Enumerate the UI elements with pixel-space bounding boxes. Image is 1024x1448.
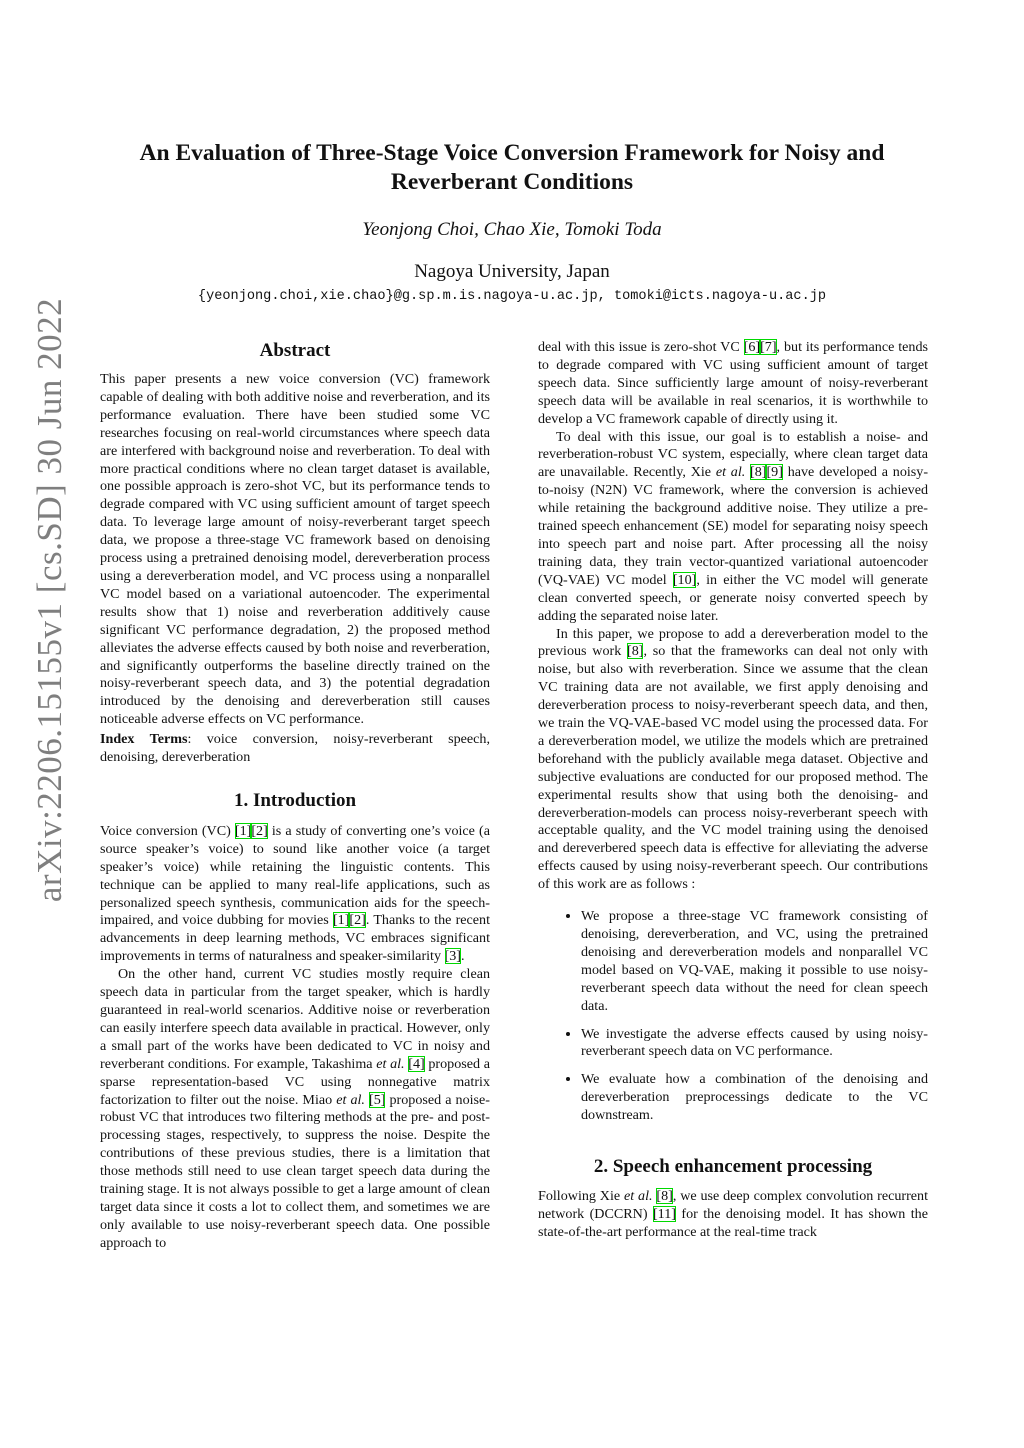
- citation-link[interactable]: [2]: [251, 822, 268, 839]
- citation-link[interactable]: [1]: [234, 822, 252, 839]
- text-run: , but its performance tends to degrade compared with VC using sufficient amount of target speech data. Since sufficiently large amount of noisy-reverberant speech data will be available in real scenarios, it is worthwhile to develop a VC framework capable of directly using it.: [538, 339, 928, 427]
- intro-paragraph-4: [538, 429, 928, 626]
- citation-link[interactable]: [3]: [444, 948, 461, 965]
- et-al: et al.: [376, 1055, 405, 1072]
- intro-paragraph-3: [538, 339, 928, 429]
- text-run: To deal with this issue, our goal is to establish a noise- and reverberation-robust VC system, especially, where clean target data are unavailable. Recently, Xie: [538, 428, 928, 481]
- list-item: • We evaluate how a combination of the denoising and dereverberation preprocessings dedicate to the VC downstream.: [581, 1070, 928, 1125]
- intro-paragraph-5: [538, 626, 928, 895]
- citation-link[interactable]: [9]: [766, 464, 783, 481]
- index-terms: [100, 731, 490, 767]
- citation-link[interactable]: [5]: [369, 1091, 386, 1108]
- right-column: [538, 339, 928, 1242]
- text-run: proposed a noise-robust VC that introduces two filtering methods at the pre- and post-processing stages, respectively, to suppress the noise. Despite the contributions of these previous studies, there is a limitation that those methods still need to use clean target speech data during the training stage. It is not always possible to get a large amount of clean target data since it costs a lot to collect them, and sometimes we are only available to use noisy-reverberant speech data. One possible approach to: [100, 1091, 490, 1251]
- citation-link[interactable]: [8]: [750, 464, 767, 481]
- et-al: et al.: [715, 464, 746, 481]
- citation-link[interactable]: [4]: [408, 1055, 425, 1072]
- list-item: • We investigate the adverse effects caused by using noisy-reverberant speech data on VC performance.: [581, 1025, 928, 1062]
- citation-link[interactable]: [11]: [652, 1205, 676, 1222]
- intro-paragraph-2: [100, 966, 490, 1253]
- text-run: , so that the frameworks can deal not only with noise, but also with reverberation. Since we assume that the clean VC training data are not available, we first apply denoising and dereverberation process to noisy-reverberant speech data, and then, we train the VQ-VAE-based VC model using the processed data. For a dereverberation model, we utilize the models which are pretrained beforehand with the publicly available mega dataset. Objective and subjective evaluations are conducted for our proposed method. The experimental results show that using both the denoising- and dereverberation-models can process noisy-reverberant speech with acceptable quality, and the VC model training using the denoised and dereverbered speech data is effective for alleviating the adverse effects caused by using noisy-reverberant speech. Our contributions of this work are as follows :: [538, 643, 928, 893]
- citation-link[interactable]: [2]: [349, 912, 366, 929]
- text-run: Voice conversion (VC): [100, 822, 235, 839]
- index-terms-label: Index Terms: [100, 731, 188, 748]
- text-run: Following Xie: [538, 1188, 625, 1205]
- contributions-list: [538, 907, 928, 1125]
- citation-link[interactable]: [10]: [672, 571, 697, 588]
- abstract-heading: Abstract: [259, 340, 331, 361]
- text-run: is a study of converting one’s voice (a source speaker’s voice) to sound like another voice (a target speaker’s voice) while retaining the linguistic contents. This technique can be applied to many real-life applications, such as personalized speech synthesis, communication aids for the speech-impaired, and voice dubbing for movies: [100, 822, 490, 929]
- section-2-heading: 2. Speech enhancement processing: [593, 1156, 873, 1178]
- et-al: et al.: [336, 1091, 365, 1108]
- text-run: .: [460, 948, 465, 965]
- citation-link[interactable]: [8]: [627, 643, 644, 660]
- citation-link[interactable]: [1]: [332, 912, 350, 929]
- emails: {yeonjong.choi,xie.chao}@g.sp.m.is.nagoya-u.ac.jp, tomoki@icts.nagoya-u.ac.jp: [197, 289, 827, 304]
- text-run: In this paper, we propose to add a dereverberation model to the previous work: [538, 625, 928, 660]
- text-run: have developed a noisy-to-noisy (N2N) VC framework, where the conversion is achieved while retaining the background additive noise. They utilize a pre-trained speech enhancement (SE) model for separating noisy speech into speech part and noise part. After processing all the noisy training data, they train vector-quantized variational autoencoder (VQ-VAE) VC model: [538, 464, 929, 588]
- text-run: , we use deep complex convolution recurrent network (DCCRN): [538, 1188, 928, 1222]
- arxiv-stamp-text: arXiv:2206.15155v1 [cs.SD] 30 Jun 2022: [30, 297, 69, 903]
- section-2-paragraph: [538, 1188, 928, 1242]
- paper-title: An Evaluation of Three-Stage Voice Conversion Framework for Noisy and Reverberant Conditions: [139, 140, 885, 195]
- text-run: proposed a sparse representation-based VC using nonnegative matrix factorization to filter out the noise. Miao: [100, 1055, 490, 1108]
- left-column: [100, 339, 490, 1253]
- text-run: On the other hand, current VC studies mostly require clean speech data in particular from the target speaker, which is hardly guaranteed in real-world scenarios. Additive noise or reverberation can easily interfere speech data available in practical. However, only a small part of the works have been dedicated to VC in noisy and reverberant conditions. For example, Takashima: [100, 966, 490, 1072]
- arxiv-stamp: [28, 140, 72, 1060]
- intro-paragraph-1: [100, 823, 490, 966]
- index-terms-text: : voice conversion, noisy-reverberant speech, denoising, dereverberation: [100, 731, 491, 766]
- citation-link[interactable]: [6]: [743, 339, 761, 355]
- et-al: et al.: [624, 1188, 653, 1205]
- text-run: deal with this issue is zero-shot VC: [538, 339, 744, 355]
- citation-link[interactable]: [7]: [760, 339, 777, 355]
- abstract-text: This paper presents a new voice conversion (VC) framework capable of dealing with both additive noise and reverberation, and its performance evaluation. There have been studied some VC researches focusing on real-world circumstances where speech data are interfered with background noise and reverberation. To deal with more practical conditions where no clean target dataset is available, one possible approach is zero-shot VC, but its performance tends to degrade compared with VC using sufficient amount of target speech data. To leverage large amount of noisy-reverberant target speech data, we propose a three-stage VC framework based on denoising process using a pretrained denoising model, dereverberation process using a dereverberation model, and VC process using a nonparallel VC model based on a variational autoencoder. The experimental results show that 1) noise and reverberation additively cause significant VC performance degradation, 2) the proposed method alleviates the adverse effects caused by both noise and reverberation, and significantly outperforms the baseline directly trained on the noisy-reverberant speech data, and 3) the potential degradation introduced by the denoising and dereverberation still causes noticeable adverse effects on VC performance.: [100, 371, 490, 728]
- affiliation: Nagoya University, Japan: [414, 261, 610, 282]
- text-run: . Thanks to the recent advancements in deep learning methods, VC embraces significant improvements in terms of naturalness and speaker-similarity: [100, 912, 490, 965]
- authors: Yeonjong Choi, Chao Xie, Tomoki Toda: [362, 219, 662, 240]
- citation-link[interactable]: [8]: [656, 1188, 673, 1205]
- intro-heading: 1. Introduction: [233, 789, 357, 811]
- text-run: for the denoising model. It has shown the state-of-the-art performance at the real-time track: [538, 1205, 928, 1240]
- list-item: • We propose a three-stage VC framework consisting of denoising, dereverberation, and VC, using the pretrained denoising and dereverberation models and nonparallel VC model based on VQ-VAE, making it possible to use noisy-reverberant speech data without the need for clean speech data.: [581, 907, 928, 1015]
- text-run: , in either the VC model will generate clean converted speech, or generate noisy converted speech by adding the separated noise later.: [538, 571, 928, 624]
